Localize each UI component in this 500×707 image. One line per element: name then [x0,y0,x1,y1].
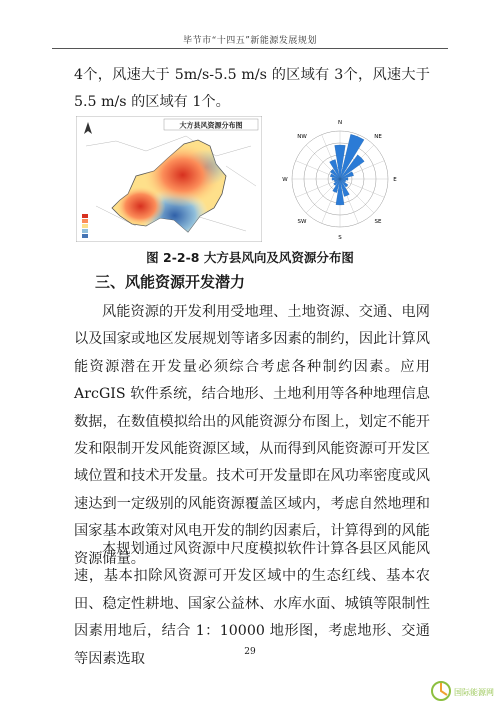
running-header: 毕节市“十四五”新能源发展规划 [183,36,317,46]
rose-label-w: W [282,177,288,183]
wind-resource-map [76,116,262,242]
watermark [430,680,496,704]
paragraph-3: 本规划通过风资源中尺度模拟软件计算各县区风能风速，基本扣除风资源可开发区域中的生态红线、基本农田、稳定性耕地、国家公益林、水库水面、城镇等限制性因素用地后，结合 1：10000 地形图，考虑地形、交通等因素选取 [74,541,430,667]
watermark-logo-icon [430,680,452,702]
section-title: 三、风能资源开发潜力 [95,273,246,291]
map-title: 大方县风资源分布图 [179,121,243,130]
header-rule [52,48,448,49]
figure-caption: 图 2-2-8 大方县风向及风资源分布图 [146,250,354,265]
rose-label-n: N [337,120,343,126]
rose-label-se: SE [374,219,382,225]
rose-label-ne: NE [374,134,382,140]
watermark-text: 国际能源网 [454,688,494,697]
rose-label-sw: SW [297,219,307,225]
rose-label-nw: NW [297,134,307,140]
rose-label-e: E [393,177,397,183]
paragraph-top: 4个，风速大于 5m/s-5.5 m/s 的区域有 3个，风速大于 5.5 m/s 的区域有 1个。 [74,67,430,111]
page-number: 29 [244,647,256,657]
map-legend [82,214,88,238]
paragraph-2: 风能资源的开发利用受地理、土地资源、交通、电网以及国家或地区发展规划等诸多因素的制约，因此计算风能资源潜在开发量必须综合考虑各种制约因素。应用 ArcGIS 软件系统，结合地形、土地利用等各种地理信息数据，在数值模拟给出的风能资源分布图上，划定不能开发和限制开发风能资源区域，从而得到风能资源可开发区域位置和技术开发量。技术可开发量即在风功率密度或风速达到一定级别的风能资源覆盖区域内，考虑自然地理和国家基本政策对风电开发的制约因素后，计算得到的风能资源储量。 [74,304,430,567]
rose-label-s: S [338,235,342,241]
wind-rose [278,116,402,242]
